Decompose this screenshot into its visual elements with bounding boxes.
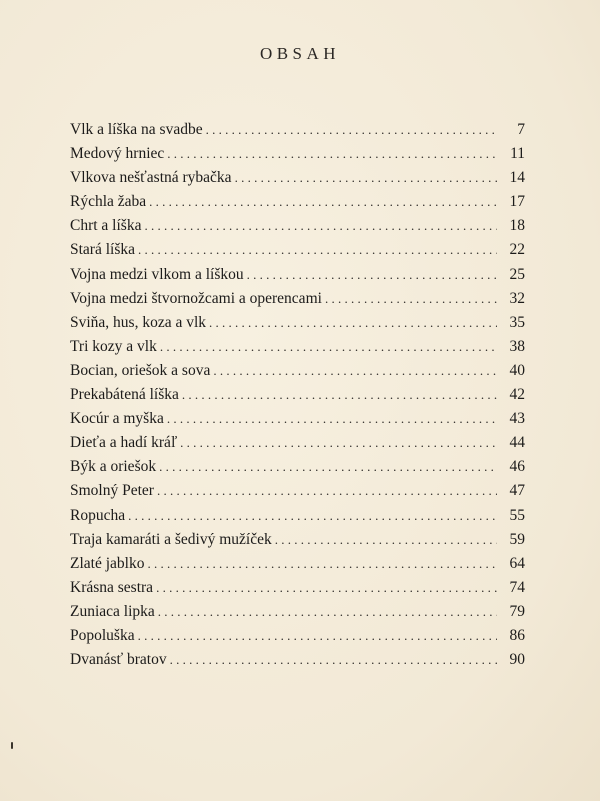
- toc-entry-title: Zlaté jablko: [70, 554, 145, 572]
- toc-entry-page: 38: [509, 337, 525, 355]
- toc-entry: [70, 166, 525, 190]
- toc-entry-page: 55: [509, 506, 525, 524]
- toc-entry: [70, 431, 525, 455]
- toc-entry-page: 79: [509, 602, 525, 620]
- toc-entry-page: 14: [509, 169, 525, 187]
- toc-entry-title: Ropucha: [70, 506, 126, 524]
- dot-leader: [235, 166, 497, 190]
- toc-entry: [70, 455, 525, 479]
- toc-entry-title: Chrt a líška: [70, 217, 142, 235]
- toc-entry-title: Vojna medzi štvornožcami a operencami: [70, 289, 322, 307]
- toc-entry-title: Prekabátená líška: [70, 386, 179, 404]
- dot-leader: [157, 479, 497, 503]
- toc-entry-page: 18: [509, 217, 525, 235]
- print-speck: [11, 742, 13, 749]
- dot-leader: [167, 407, 497, 431]
- dot-leader: [209, 311, 497, 335]
- toc-entry-page: 44: [509, 434, 525, 452]
- toc-entry: [70, 648, 525, 672]
- toc-entry-title: Vlkova nešťastná rybačka: [70, 169, 232, 187]
- toc-entry: [70, 287, 525, 311]
- toc-entry: [70, 190, 525, 214]
- dot-leader: [138, 238, 497, 262]
- toc-entry-page: 47: [509, 482, 525, 500]
- toc-entry-title: Smolný Peter: [70, 482, 154, 500]
- toc-entry-page: 22: [509, 241, 525, 259]
- toc-entry: [70, 383, 525, 407]
- toc-entry-title: Rýchla žaba: [70, 193, 147, 211]
- toc-entry-page: 40: [509, 361, 525, 379]
- toc-entry: [70, 142, 525, 166]
- dot-leader: [213, 359, 497, 383]
- toc-entry: [70, 407, 525, 431]
- toc-entry-title: Stará líška: [70, 241, 135, 259]
- toc-entry: [70, 214, 525, 238]
- toc-entry: [70, 576, 525, 600]
- toc-entry-title: Popoluška: [70, 626, 135, 644]
- toc-entry-title: Kocúr a myška: [70, 410, 164, 428]
- dot-leader: [147, 552, 497, 576]
- dot-leader: [182, 383, 497, 407]
- toc-entry-page: 32: [509, 289, 525, 307]
- toc-entry-title: Dvanásť bratov: [70, 651, 167, 669]
- toc-entry-page: 11: [510, 145, 525, 163]
- toc-entry: [70, 118, 525, 142]
- toc-entry: [70, 600, 525, 624]
- dot-leader: [325, 287, 497, 311]
- toc-entry: [70, 238, 525, 262]
- page-title: OBSAH: [259, 44, 341, 63]
- dot-leader: [247, 263, 497, 287]
- dot-leader: [138, 624, 497, 648]
- toc-entry-title: Tri kozy a vlk: [70, 337, 157, 355]
- toc-entry: [70, 359, 525, 383]
- dot-leader: [158, 600, 497, 624]
- toc-entry-page: 42: [509, 386, 525, 404]
- toc-entry-title: Býk a oriešok: [70, 458, 157, 476]
- toc-entry-page: 46: [509, 458, 525, 476]
- toc-entry-title: Krásna sestra: [70, 578, 154, 596]
- dot-leader: [128, 504, 497, 528]
- toc-entry-title: Vlk a líška na svadbe: [70, 121, 203, 138]
- toc-entry-title: Vojna medzi vlkom a líškou: [70, 265, 244, 283]
- toc-entry: [70, 504, 525, 528]
- toc-entry-page: 64: [509, 554, 525, 572]
- toc-entry-page: 7: [517, 121, 525, 138]
- dot-leader: [149, 190, 497, 214]
- toc-entry-page: 25: [509, 265, 525, 283]
- toc-entry: [70, 479, 525, 503]
- dot-leader: [167, 142, 497, 166]
- toc-entry-page: 35: [509, 313, 525, 331]
- toc-entry-title: Sviňa, hus, koza a vlk: [70, 313, 207, 331]
- toc-entry: [70, 624, 525, 648]
- toc-entry: [70, 335, 525, 359]
- dot-leader: [144, 214, 497, 238]
- toc-entry-page: 86: [509, 626, 525, 644]
- toc-entry: [70, 311, 525, 335]
- toc-entry: [70, 263, 525, 287]
- dot-leader: [159, 455, 497, 479]
- toc-entry-page: 43: [509, 410, 525, 428]
- toc-entry-title: Bocian, oriešok a sova: [70, 361, 211, 379]
- toc-entry: [70, 528, 525, 552]
- table-of-contents: [70, 118, 525, 672]
- toc-entry-page: 17: [509, 193, 525, 211]
- toc-entry-page: 74: [509, 578, 525, 596]
- dot-leader: [206, 118, 497, 142]
- dot-leader: [170, 648, 497, 672]
- dot-leader: [156, 576, 497, 600]
- toc-entry-page: 90: [509, 651, 525, 669]
- dot-leader: [160, 335, 497, 359]
- toc-entry-title: Zuniaca lipka: [70, 602, 155, 620]
- toc-entry: [70, 552, 525, 576]
- toc-entry-page: 59: [509, 530, 525, 548]
- toc-entry-title: Medový hrniec: [70, 145, 165, 163]
- toc-entry-title: Traja kamaráti a šedivý mužíček: [70, 530, 272, 548]
- toc-entry-title: Dieťa a hadí kráľ: [70, 434, 178, 452]
- dot-leader: [275, 528, 497, 552]
- dot-leader: [180, 431, 497, 455]
